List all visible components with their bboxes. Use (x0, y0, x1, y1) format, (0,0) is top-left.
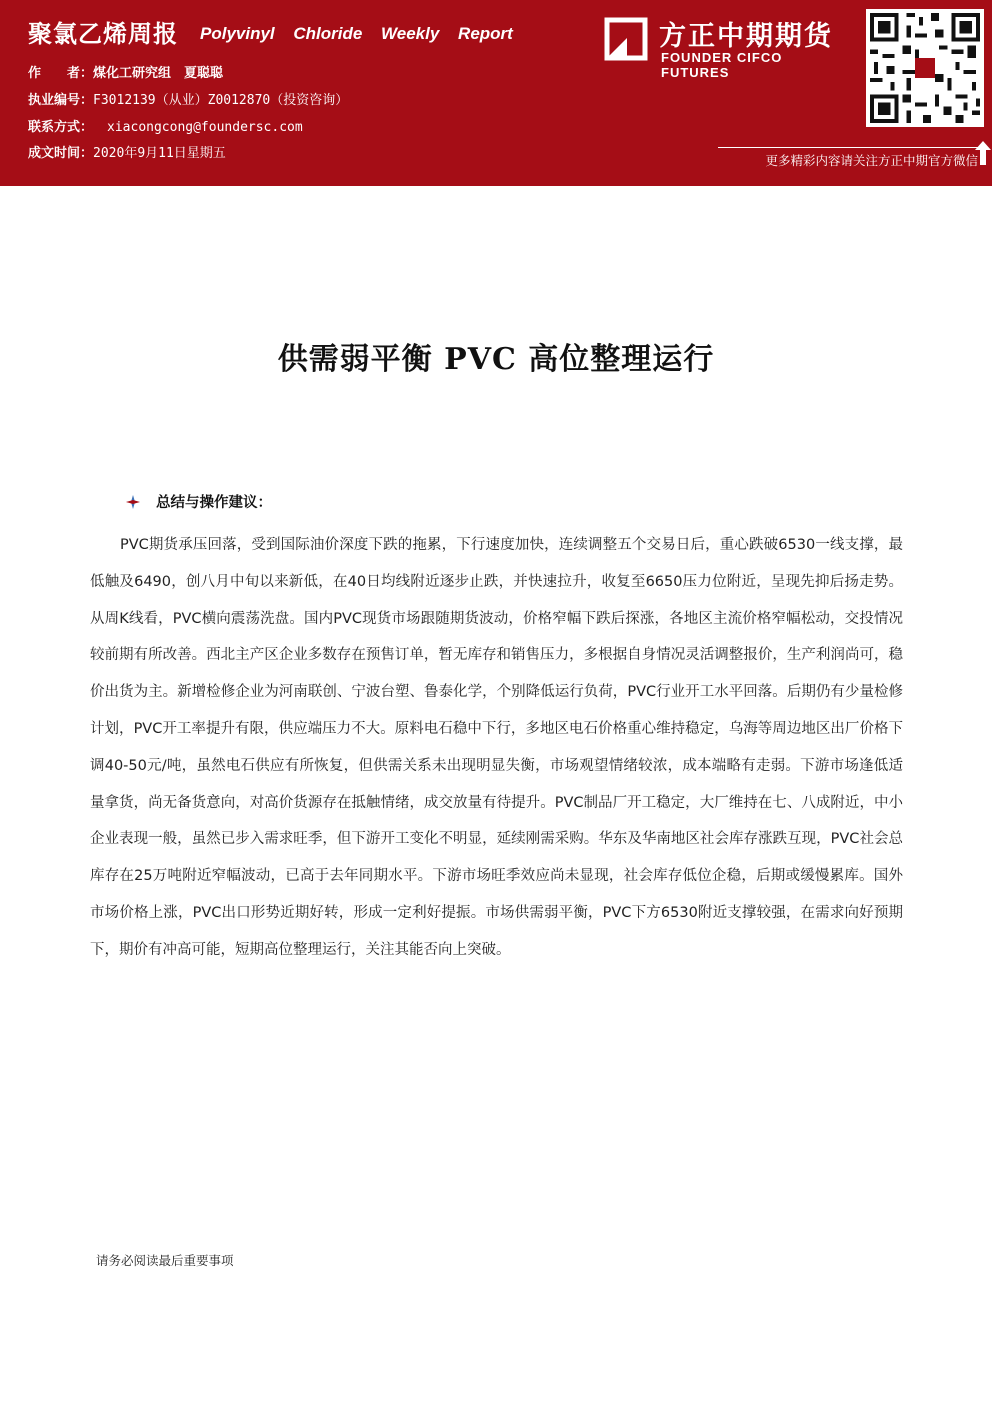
qr-code-icon (866, 9, 984, 127)
date-value: 2020年9月11日星期五 (93, 146, 226, 161)
footer-note: 请务必阅读最后重要事项 (96, 1253, 234, 1268)
logo-text-en: FOUNDER CIFCO FUTURES (661, 50, 783, 80)
summary-paragraph: PVC期货承压回落，受到国际油价深度下跌的拖累，下行速度加快，连续调整五个交易日后，重心跌破6530一线支撑，最低触及6490，创八月中旬以来新低，在40日均线附近逐步止跌，并快速拉升，收复至6650压力位附近，呈现先抑后扬走势。从周K线看，PVC横向震荡洗盘。国内PVC现货市场跟随期货波动，价格窄幅下跌后探涨，各地区主流价格窄幅松动，交投情况较前期有所改善。西北主产区企业多数存在预售订单，暂无库存和销售压力，多根据自身情况灵活调整报价，生产利润尚可，稳价出货为主。新增检修企业为河南联创、宁波台塑、鲁泰化学，个别降低运行负荷，PVC行业开工水平回落。后期仍有少量检修计划，PVC开工率提升有限，供应端压力不大。原料电石稳中下行，多地区电石价格重心维持稳定，乌海等周边地区出厂价格下调40-50元/吨，虽然电石供应有所恢复，但供需关系未出现明显失衡，市场观望情绪较浓，成本端略有走弱。下游市场逢低适量拿货，尚无备货意向，对高价货源存在抵触情绪，成交放量有待提升。PVC制品厂开工稳定，大厂维持在七、八成附近，中小企业表现一般，虽然已步入需求旺季，但下游开工变化不明显，延续刚需采购。华东及华南地区社会库存涨跌互现，PVC社会总库存在25万吨附近窄幅波动，已高于去年同期水平。下游市场旺季效应尚未显现，社会库存低位企稳，后期或缓慢累库。国外市场价格上涨，PVC出口形势近期好转，形成一定利好提振。市场供需弱平衡，PVC下方6530附近支撑较强，在需求向好预期下，期价有冲高可能，短期高位整理运行，关注其能否向上突破。 (90, 537, 903, 958)
author-label: 作 者： (28, 66, 94, 81)
bullet-icon (126, 495, 140, 509)
report-header (0, 0, 992, 186)
up-arrow-icon (974, 140, 992, 166)
follow-notice: 更多精彩内容请关注方正中期官方微信 (765, 153, 978, 168)
section-heading (126, 491, 272, 512)
license-value: F3012139（从业）Z0012870（投资咨询） (93, 93, 349, 108)
contact-label: 联系方式： (28, 120, 94, 135)
logo-text-cn: 方正中期期货 (659, 21, 833, 52)
report-title-cn: 聚氯乙烯周报 (28, 20, 178, 48)
report-title-en: Polyvinyl Chloride Weekly Report (200, 24, 513, 43)
contact-row (28, 116, 303, 135)
author-row (28, 62, 223, 81)
section-heading-text: 总结与操作建议： (156, 495, 272, 511)
page-title: 供需弱平衡 PVC 高位整理运行 (277, 342, 715, 377)
date-label: 成文时间： (28, 146, 94, 161)
contact-value: xiacongcong@foundersc.com (107, 120, 303, 135)
company-logo (603, 14, 855, 80)
header-divider (718, 147, 984, 148)
license-row (28, 89, 348, 108)
logo-mark-icon (603, 16, 649, 62)
date-row (28, 142, 226, 161)
license-label: 执业编号： (28, 93, 94, 108)
author-value: 煤化工研究组 夏聪聪 (93, 66, 224, 81)
